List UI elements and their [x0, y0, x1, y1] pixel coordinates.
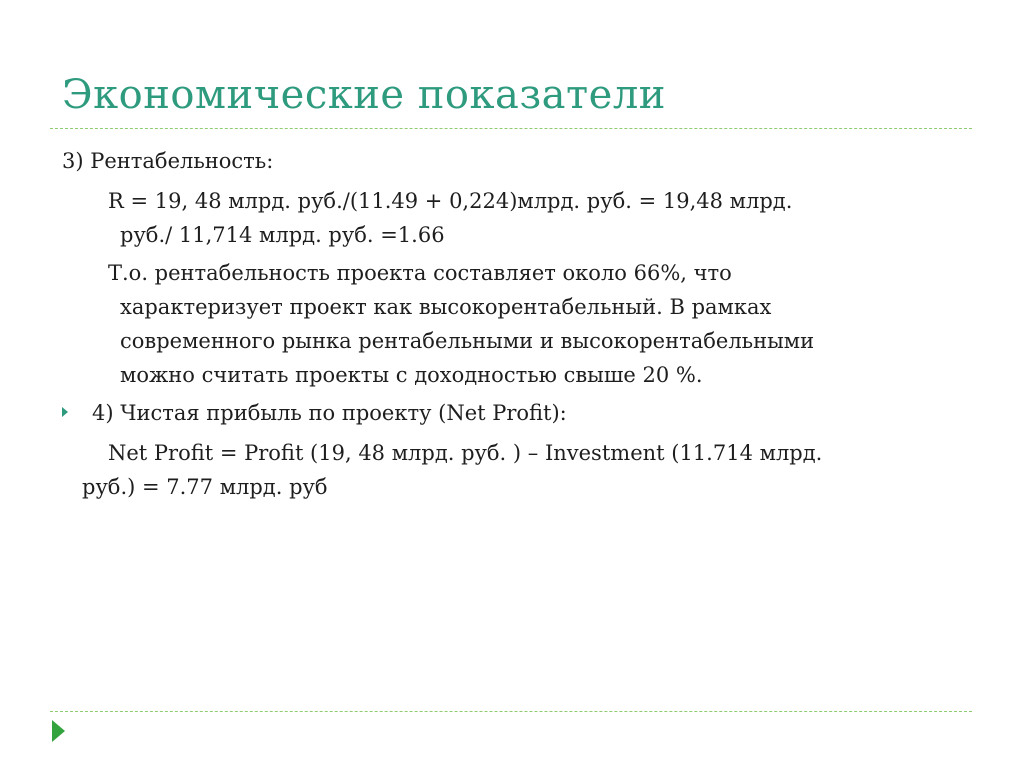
- footer-divider: [50, 711, 972, 712]
- conclusion-line: современного рынка рентабельными и высокорентабельными: [120, 329, 815, 353]
- formula-line: руб./ 11,714 млрд. руб. =1.66: [120, 223, 445, 247]
- slide-title: Экономические показатели: [62, 72, 666, 118]
- conclusion-line: Т.о. рентабельность проекта составляет около 66%, что: [108, 261, 732, 285]
- net-profit-formula: [82, 436, 822, 504]
- triangle-bullet-icon: [62, 407, 68, 417]
- formula-line: Net Profit = Profit (19, 48 млрд. руб. ) – Investment (11.714 млрд.: [108, 441, 823, 465]
- formula-line: R = 19, 48 млрд. руб./(11.49 + 0,224)млрд. руб. = 19,48 млрд.: [108, 189, 793, 213]
- formula-line: руб.) = 7.77 млрд. руб: [82, 475, 328, 499]
- play-arrow-icon[interactable]: [52, 720, 65, 742]
- conclusion-line: можно считать проекты с доходностью свыше 20 %.: [120, 363, 703, 387]
- title-divider: [50, 128, 972, 129]
- conclusion-line: характеризует проект как высокорентабельный. В рамках: [120, 295, 772, 319]
- profitability-formula: [108, 184, 792, 252]
- section-3-heading: 3) Рентабельность:: [62, 149, 274, 173]
- profitability-conclusion: [108, 256, 814, 392]
- section-4-heading: 4) Чистая прибыль по проекту (Net Profit):: [92, 401, 567, 425]
